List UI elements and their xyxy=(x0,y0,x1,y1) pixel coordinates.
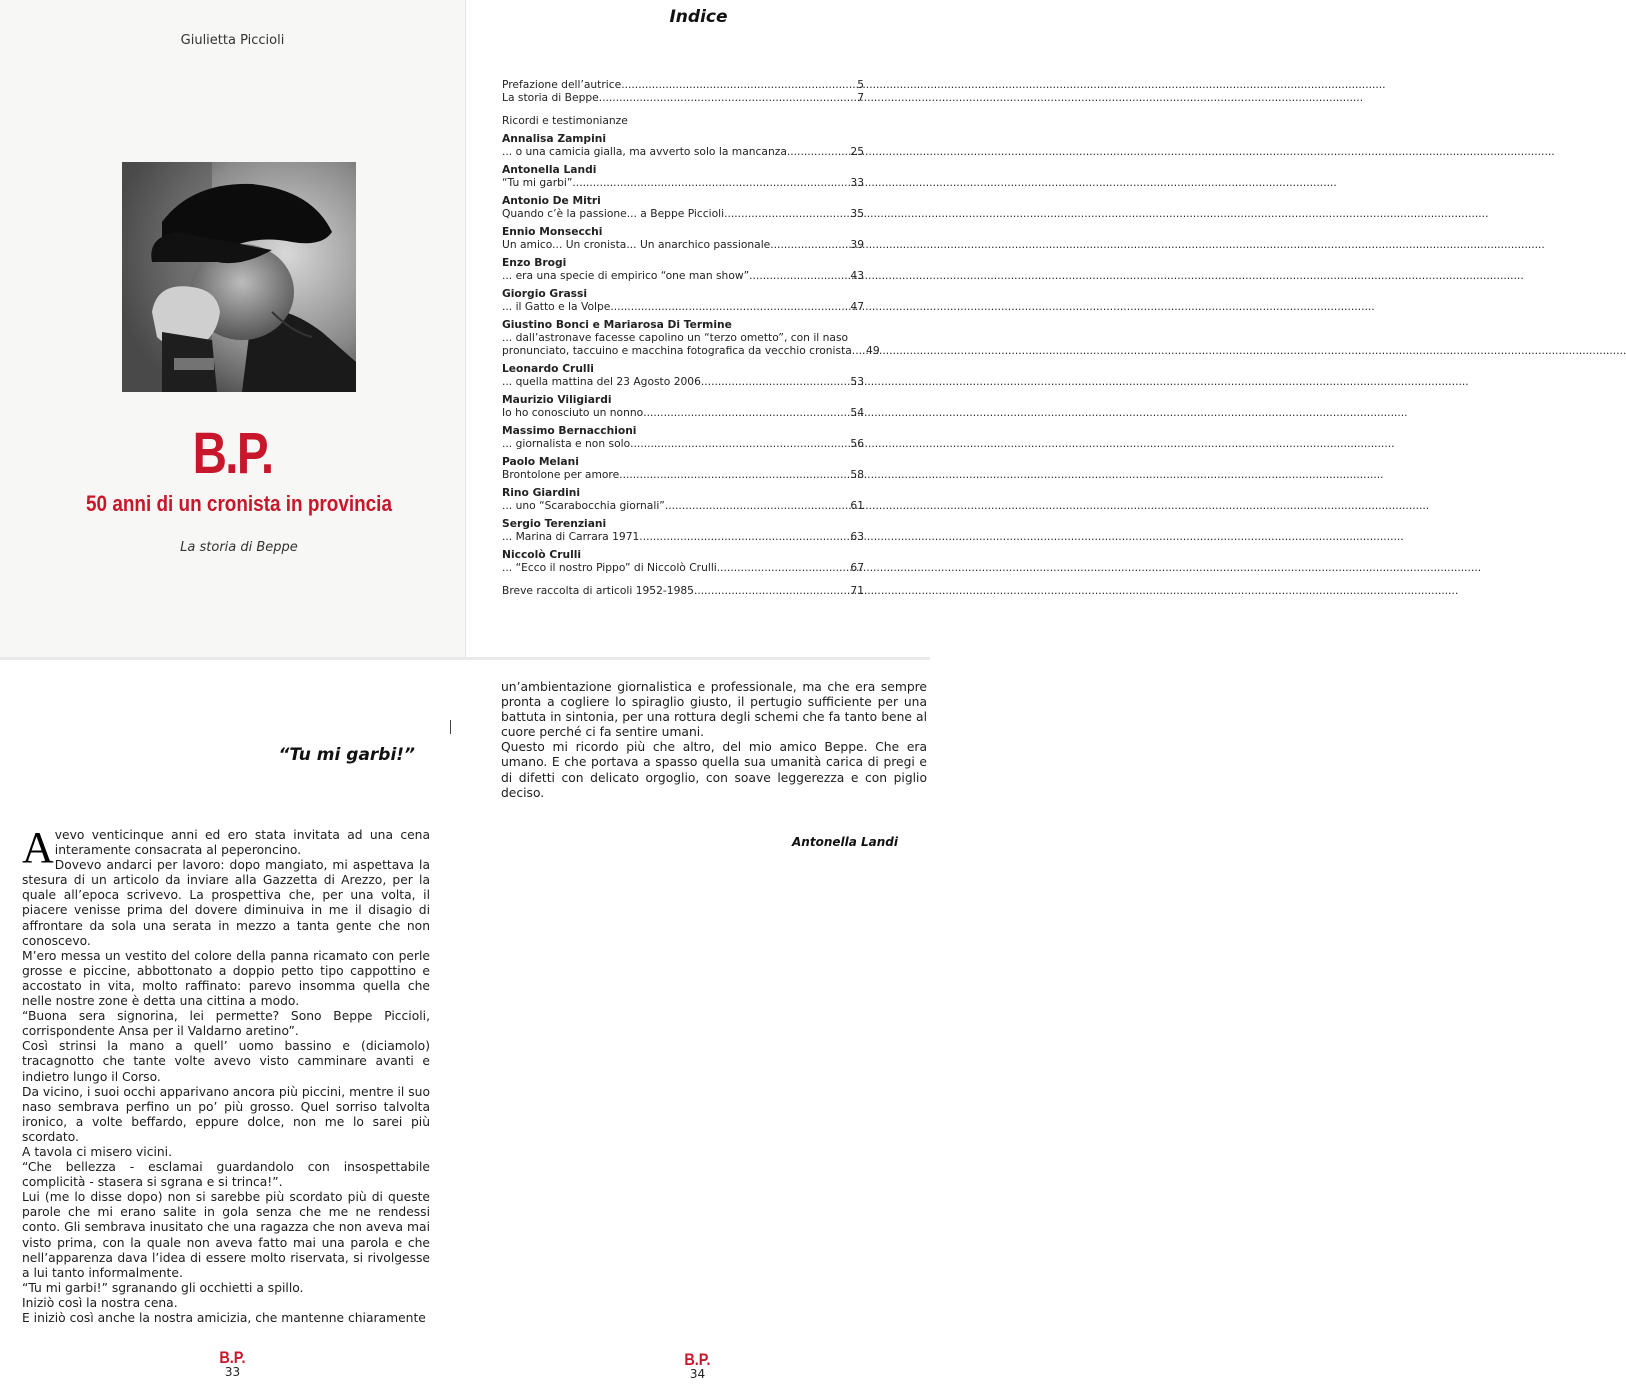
article-paragraph: Iniziò così la nostra cena. xyxy=(22,1295,178,1310)
index-entry-text-line: ... dall’astronave facesse capolino un “terzo ometto”, con il naso xyxy=(502,331,849,344)
index-entry-text: Un amico... Un cronista... Un anarchico passionale... xyxy=(502,238,781,251)
index-page-number: 56 xyxy=(850,437,864,450)
index-leader-dots xyxy=(572,176,850,189)
index-row xyxy=(502,145,864,158)
index-leader-dots xyxy=(639,530,850,543)
index-row xyxy=(502,530,864,543)
footer-brand: B.P. xyxy=(219,1348,246,1367)
index-entry-text: ... il Gatto e la Volpe xyxy=(502,300,611,313)
index-row xyxy=(502,344,880,357)
index-entry-author: Giorgio Grassi xyxy=(502,287,588,300)
index-entry-author: Paolo Melani xyxy=(502,455,579,468)
index-entry-text: ... Marina di Carrara 1971 xyxy=(502,530,640,543)
index-entry-author: Ennio Monsecchi xyxy=(502,225,603,238)
index-entry-text: ... uno “Scarabocchia giornali” xyxy=(502,499,665,512)
index-entry-author: Massimo Bernacchioni xyxy=(502,424,637,437)
page-footer xyxy=(465,1350,930,1381)
index-row xyxy=(502,584,864,597)
index-entry-text: Quando c’è la passione... a Beppe Piccioli xyxy=(502,207,725,220)
article-body xyxy=(22,823,430,1326)
index-page-number: 33 xyxy=(850,176,864,189)
article-paragraph: Lui (me lo disse dopo) non si sarebbe più scordato più di queste parole che mi erano salite in gola senza che me ne rendessi conto. Gli sembrava inusitato che una ragazza che non aveva mai visto prima, con la quale non aveva fatto mai una parola e che nell’apparenza dava l’idea di essere molto riservata, si rivolgesse a lui tanto informalmente. xyxy=(22,1190,430,1280)
index-page-number: 61 xyxy=(850,499,864,512)
index-leader-dots xyxy=(643,406,850,419)
index-entry-author: Maurizio Viligiardi xyxy=(502,393,612,406)
index-page-number: 63 xyxy=(850,530,864,543)
index-page-number: 25 xyxy=(850,145,864,158)
index-entry-text: ... o una camicia gialla, ma avverto solo la mancanza. xyxy=(502,145,791,158)
page-34 xyxy=(465,660,930,1400)
index-leader-dots xyxy=(694,584,850,597)
index-row xyxy=(502,406,864,419)
index-entry-author: Antonio De Mitri xyxy=(502,194,601,207)
index-page-number: 5 xyxy=(857,78,864,91)
index-page-number: 54 xyxy=(850,406,864,419)
article-paragraph: “Buona sera signorina, lei permette? Sono Beppe Piccioli, corrispondente Ansa per il Valdarno aretino”. xyxy=(22,1009,430,1039)
cover-photo xyxy=(122,162,356,392)
page-number: 34 xyxy=(689,1367,706,1381)
index-leader-dots xyxy=(619,468,850,481)
index-page-number: 43 xyxy=(850,269,864,282)
index-page-number: 35 xyxy=(850,207,864,220)
index-entry-text: Breve raccolta di articoli 1952-1985 xyxy=(502,584,694,597)
index-row xyxy=(502,468,864,481)
article-title: “Tu mi garbi!” xyxy=(278,745,415,765)
index-leader-dots xyxy=(665,499,851,512)
index-row xyxy=(502,176,864,189)
index-entry-text: ... quella mattina del 23 Agosto 2006. xyxy=(502,375,705,388)
article-paragraph: A tavola ci misero vicini. xyxy=(22,1144,173,1159)
index-page-number: 39 xyxy=(850,238,864,251)
index-leader-dots xyxy=(610,300,850,313)
index-leader-dots xyxy=(704,375,850,388)
page-footer xyxy=(0,1348,465,1379)
index-row xyxy=(502,561,864,574)
index-leader-dots xyxy=(780,238,850,251)
index-entry-author: Antonella Landi xyxy=(502,163,597,176)
cover-page xyxy=(0,0,465,658)
index-leader-dots xyxy=(630,437,850,450)
article-paragraph: Questo mi ricordo più che altro, del mio amico Beppe. Che era umano. E che portava a spasso quella sua umanità carica di pregi e di difetti con delicato orgoglio, con soave leggerezza e con piglio deciso. xyxy=(501,740,927,800)
index-leader-dots xyxy=(599,91,857,104)
index-page xyxy=(465,0,930,658)
index-page-number: 53 xyxy=(850,375,864,388)
article-paragraph: vevo venticinque anni ed ero stata invitata ad una cena interamente consacrata al peperoncino. xyxy=(54,828,430,858)
index-section-heading: Ricordi e testimonianze xyxy=(502,114,628,127)
index-leader-dots xyxy=(621,78,857,91)
index-entry-text: La storia di Beppe xyxy=(502,91,599,104)
index-title: Indice xyxy=(669,7,728,27)
cover-author: Giulietta Piccioli xyxy=(180,33,285,48)
index-leader-dots xyxy=(724,207,850,220)
cover-story-label: La storia di Beppe xyxy=(180,540,298,555)
article-paragraph: Dovevo andarci per lavoro: dopo mangiato, mi aspettava la stesura di un articolo da inviare alla Gazzetta di Arezzo, per la quale all’epoca scrivevo. La prospettiva che, per una volta, il piacere venisse prima del dovere diminuiva in me il disagio di affrontare da sola una serata in mezzo a tanta gente che non conoscevo. xyxy=(22,858,430,948)
index-page-number: 67 xyxy=(850,561,864,574)
index-entry-author: Niccolò Crulli xyxy=(502,548,582,561)
index-entry-text: ... era una specie di empirico “one man show”... xyxy=(502,269,760,282)
index-entry-text: Prefazione dell’autrice xyxy=(502,78,622,91)
index-page-number: 49 xyxy=(866,344,880,357)
index-entry-author: Sergio Terenziani xyxy=(502,517,607,530)
index-page-number: 71 xyxy=(850,584,864,597)
index-entry-author: Annalisa Zampini xyxy=(502,132,607,145)
page-33 xyxy=(0,660,465,1400)
portrait-image xyxy=(122,162,356,392)
index-entry-text: ... giornalista e non solo xyxy=(502,437,631,450)
binding-mark xyxy=(450,720,451,734)
article-signature: Antonella Landi xyxy=(792,835,898,849)
article-paragraph: un’ambientazione giornalistica e professionale, ma che era sempre pronta a cogliere lo spiraglio giusto, il pertugio sufficiente per una battuta in sintonia, per una rottura degli schemi che fa tanto bene al cuore perché ci fa sentire umani. xyxy=(501,680,927,740)
index-entry-text: Brontolone per amore xyxy=(502,468,620,481)
index-entry-author: Enzo Brogi xyxy=(502,256,567,269)
article-paragraph: “Tu mi garbi!” sgranando gli occhietti a spillo. xyxy=(22,1280,304,1295)
spacer xyxy=(502,574,864,584)
article-paragraph: M’ero messa un vestito del colore della panna ricamato con perle grosse e piccine, abbottonato a doppio petto tipo cappottino e accostato in vita, molto raffinato: parevo insomma quella che nelle nostre zone è detta una cittina a modo. xyxy=(22,948,430,1009)
index-entry-author: Giustino Bonci e Mariarosa Di Termine xyxy=(502,318,732,331)
page-number: 33 xyxy=(224,1365,241,1379)
index-entry-author: Leonardo Crulli xyxy=(502,362,594,375)
index-entry-text: “Tu mi garbi” xyxy=(502,176,573,189)
index-entry-author: Rino Giardini xyxy=(502,486,581,499)
cover-subtitle: 50 anni di un cronista in provincia xyxy=(86,491,392,516)
index-leader-dots xyxy=(790,145,850,158)
index-row xyxy=(502,269,864,282)
index-entry-text: ... “Ecco il nostro Pippo” di Niccolò Crulli xyxy=(502,561,717,574)
article-paragraph: E iniziò così anche la nostra amicizia, che mantenne chiaramente xyxy=(22,1311,426,1325)
index-row xyxy=(502,437,864,450)
index-row xyxy=(502,375,864,388)
article-body-continued xyxy=(501,680,927,801)
index-page-number: 47 xyxy=(850,300,864,313)
index-row xyxy=(502,91,864,104)
cover-title: B.P. xyxy=(192,421,273,486)
index-list xyxy=(502,78,880,597)
spacer xyxy=(502,104,864,114)
index-leader-dots xyxy=(759,269,850,282)
index-row xyxy=(502,300,864,313)
article-paragraph: Da vicino, i suoi occhi apparivano ancora più piccini, mentre il suo naso sembrava perfino un po’ più grosso. Quel sorriso talvolta ironico, a volte beffardo, eppure dolce, non me lo sarei più scordato. xyxy=(22,1084,430,1144)
index-row xyxy=(502,207,864,220)
index-entry-text: pronunciato, taccuino e macchina fotografica da vecchio cronista... xyxy=(502,344,863,357)
index-page-number: 58 xyxy=(850,468,864,481)
article-paragraph: Così strinsi la mano a quell’ uomo bassino e (diciamolo) tracagnotto che tante volte avevo visto camminare avanti e indietro lungo il Corso. xyxy=(22,1039,430,1084)
index-row xyxy=(502,499,864,512)
drop-cap: A xyxy=(22,823,54,872)
index-entry-text: Io ho conosciuto un nonno xyxy=(502,406,644,419)
footer-brand: B.P. xyxy=(684,1350,711,1369)
index-leader-dots xyxy=(717,561,851,574)
article-paragraph: “Che bellezza - esclamai guardandolo con insospettabile complicità - stasera si sgrana e si trinca!”. xyxy=(22,1160,430,1190)
index-row xyxy=(502,78,864,91)
index-page-number: 7 xyxy=(857,91,864,104)
index-row xyxy=(502,238,864,251)
